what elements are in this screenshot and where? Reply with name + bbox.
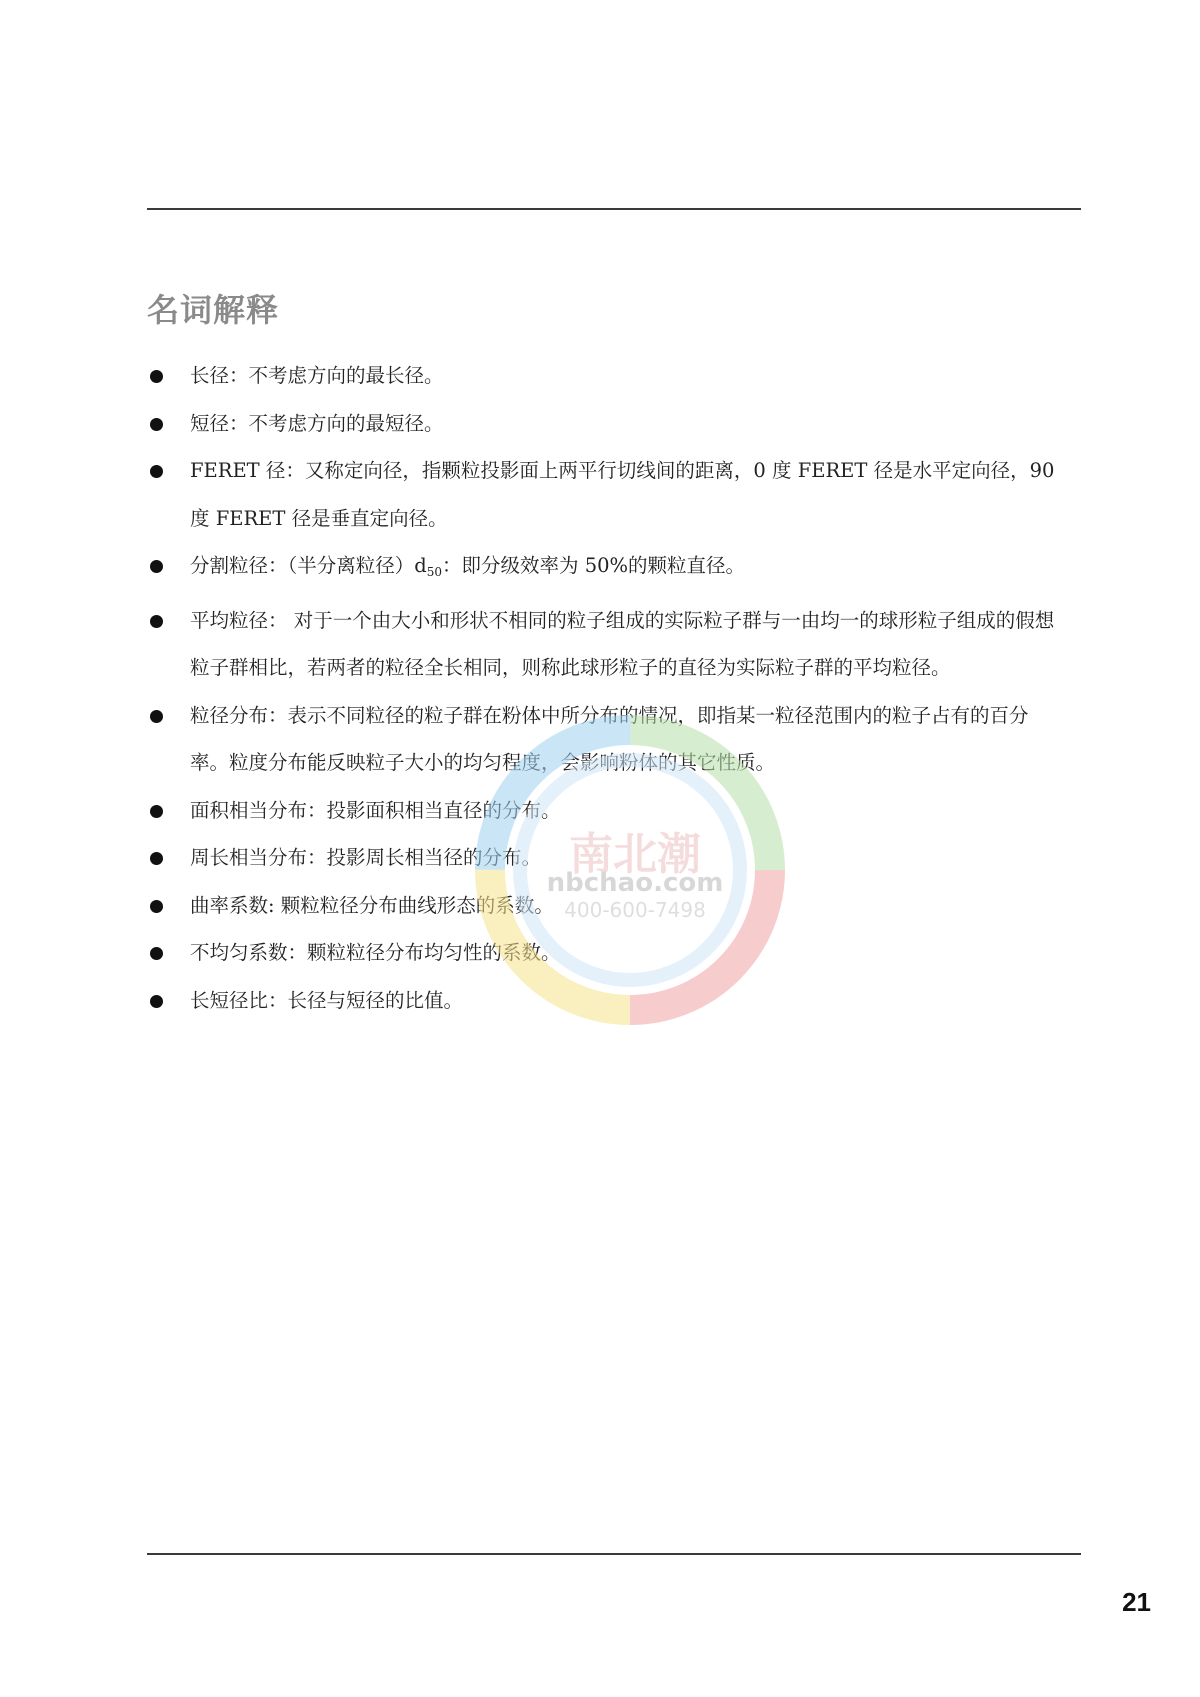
list-item: [147, 977, 1067, 1025]
term-subscript: 50: [426, 565, 443, 579]
term-text-post: ：即分级效率为 50%的颗粒直径。: [442, 554, 746, 577]
bullet-icon: [150, 710, 163, 723]
list-item: [147, 692, 1067, 787]
term-text: 粒径分布：表示不同粒径的粒子群在粉体中所分布的情况，即指某一粒径范围内的粒子占有的百分率。粒度分布能反映粒子大小的均匀程度，会影响粉体的其它性质。: [190, 703, 1029, 774]
list-item: [147, 447, 1067, 542]
bullet-icon: [150, 465, 163, 478]
list-item: [147, 597, 1067, 692]
list-item: [147, 400, 1067, 448]
bullet-icon: [150, 852, 163, 865]
list-item: [147, 929, 1067, 977]
bullet-icon: [150, 370, 163, 383]
bullet-icon: [150, 947, 163, 960]
list-item: [147, 352, 1067, 400]
bullet-icon: [150, 615, 163, 628]
term-text: 面积相当分布：投影面积相当直径的分布。: [190, 798, 561, 822]
bullet-icon: [150, 418, 163, 431]
term-text: 平均粒径： 对于一个由大小和形状不相同的粒子组成的实际粒子群与一由均一的球形粒子组成的假想粒子群相比，若两者的粒径全长相同，则称此球形粒子的直径为实际粒子群的平均粒径。: [190, 608, 1055, 679]
bullet-icon: [150, 805, 163, 818]
term-text: 短径：不考虑方向的最短径。: [190, 411, 444, 435]
list-item: [147, 834, 1067, 882]
bullet-icon: [150, 560, 163, 573]
footer-rule: [147, 1553, 1081, 1555]
term-text: 不均匀系数：颗粒粒径分布均匀性的系数。: [190, 941, 561, 964]
term-text: FERET 径：又称定向径，指颗粒投影面上两平行切线间的距离，0 度 FERET 径是水平定向径，90 度 FERET 径是垂直定向径。: [190, 459, 1055, 530]
term-text: 周长相当分布：投影周长相当径的分布。: [190, 846, 542, 869]
page-number: 21: [1122, 1587, 1151, 1617]
list-item: [147, 787, 1067, 835]
section-title: 名词解释: [147, 291, 280, 329]
watermark-brand: 南北潮: [569, 829, 701, 880]
term-text-pre: 分割粒径：（半分离粒径）d: [190, 554, 427, 577]
term-list: [147, 352, 1067, 1024]
bullet-icon: [150, 900, 163, 913]
list-item: [147, 542, 1067, 597]
watermark-phone: 400-600-7498: [564, 898, 706, 922]
term-text: 长径：不考虑方向的最长径。: [190, 364, 444, 387]
term-text: 长短径比：长径与短径的比值。: [190, 988, 464, 1012]
term-text: 曲率系数: 颗粒粒径分布曲线形态的系数。: [190, 893, 554, 917]
list-item: [147, 882, 1067, 930]
header-rule: [147, 208, 1081, 210]
watermark-site: nbchao.com: [546, 868, 724, 898]
bullet-icon: [150, 995, 163, 1008]
